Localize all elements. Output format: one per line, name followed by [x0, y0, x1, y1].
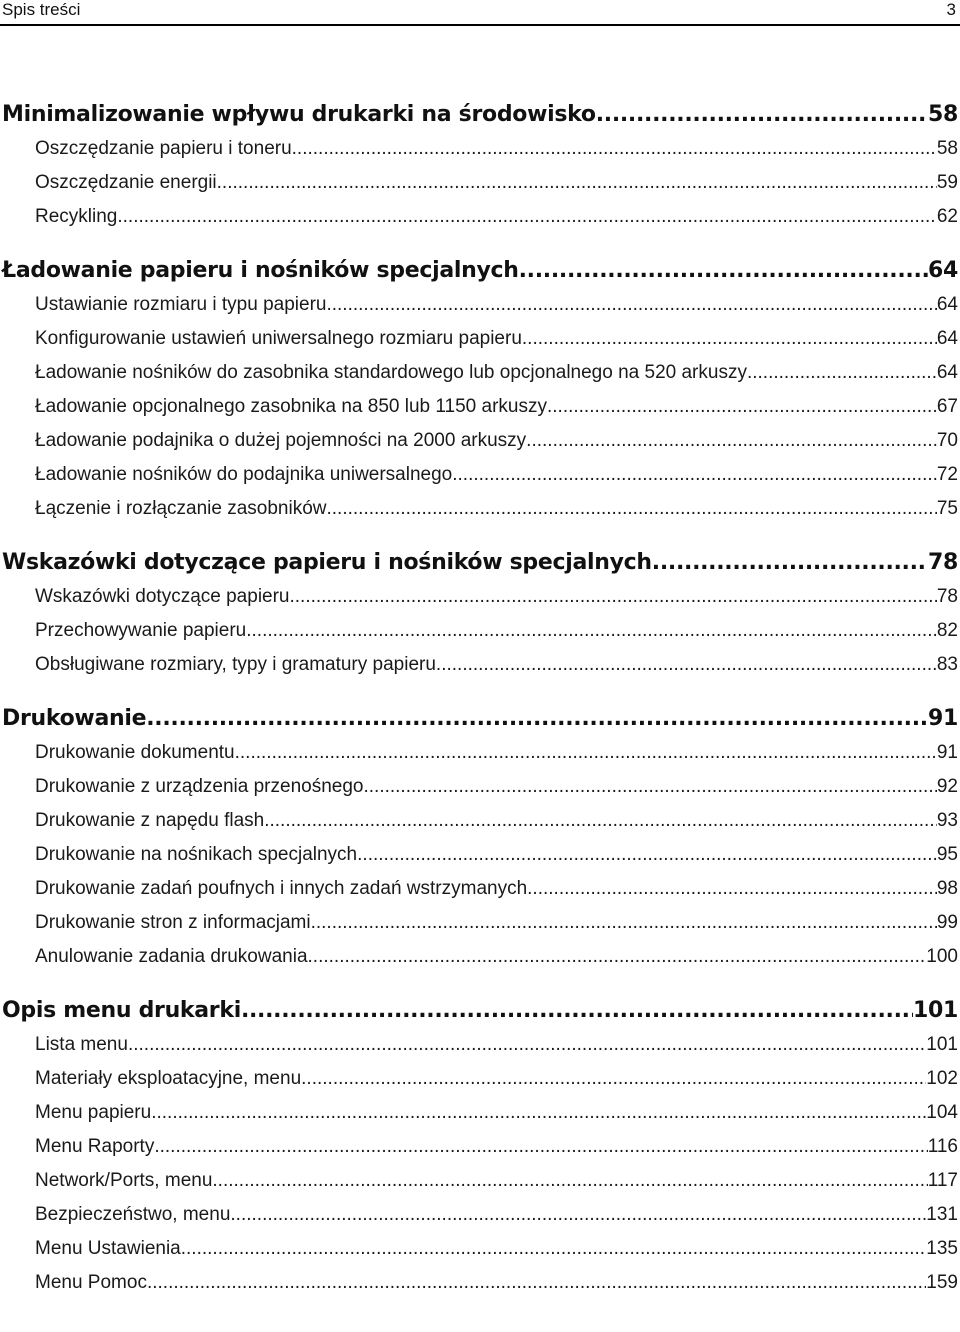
- toc-section[interactable]: [0, 322, 960, 356]
- toc-section-title: Recykling: [35, 206, 118, 227]
- toc-section-page-number: 117: [927, 1170, 958, 1191]
- toc-section-page-number: 100: [926, 946, 958, 967]
- toc-section-title: Menu Raporty: [35, 1136, 155, 1157]
- dot-leader: [117, 200, 936, 234]
- header-page-number: 3: [946, 0, 956, 19]
- dot-leader: [547, 390, 937, 424]
- dot-leader: [527, 872, 937, 906]
- toc-section-page-number: 78: [936, 586, 958, 607]
- toc-section[interactable]: [0, 132, 960, 166]
- toc-section-title: Menu Ustawienia: [35, 1238, 181, 1259]
- toc-section-page-number: 67: [936, 396, 958, 417]
- toc-section-title: Wskazówki dotyczące papieru: [35, 586, 290, 607]
- toc-section-page-number: 72: [936, 464, 958, 485]
- toc-section-page-number: 59: [936, 172, 958, 193]
- toc-section[interactable]: [0, 736, 960, 770]
- toc-section[interactable]: [0, 166, 960, 200]
- toc-section-page-number: 64: [936, 362, 958, 383]
- table-of-contents: [0, 98, 960, 1300]
- toc-section[interactable]: [0, 1266, 960, 1300]
- dot-leader: [519, 254, 928, 288]
- header-title: Spis treści: [2, 0, 81, 19]
- toc-section-title: Menu papieru: [35, 1102, 152, 1123]
- toc-section-page-number: 62: [936, 206, 958, 227]
- dot-leader: [311, 906, 937, 940]
- dot-leader: [301, 1062, 926, 1096]
- toc-section-title: Drukowanie z napędu flash: [35, 810, 265, 831]
- dot-leader: [522, 322, 937, 356]
- toc-section-title: Network/Ports, menu: [35, 1170, 213, 1191]
- dot-leader: [308, 940, 927, 974]
- toc-section[interactable]: [0, 614, 960, 648]
- dot-leader: [363, 770, 936, 804]
- toc-section-title: Oszczędzanie papieru i toneru: [35, 138, 292, 159]
- toc-section-title: Łączenie i rozłączanie zasobników: [35, 498, 327, 519]
- toc-section-page-number: 58: [936, 138, 958, 159]
- toc-chapter-title: Wskazówki dotyczące papieru i nośników specjalnych: [2, 550, 652, 575]
- toc-section[interactable]: [0, 200, 960, 234]
- toc-section-title: Konfigurowanie ustawień uniwersalnego rozmiaru papieru: [35, 328, 522, 349]
- toc-section[interactable]: [0, 390, 960, 424]
- dot-leader: [146, 702, 928, 736]
- toc-chapter-title: Opis menu drukarki: [2, 998, 241, 1023]
- toc-section-title: Ustawianie rozmiaru i typu papieru: [35, 294, 327, 315]
- toc-section-page-number: 92: [936, 776, 958, 797]
- toc-section[interactable]: [0, 424, 960, 458]
- toc-section-page-number: 116: [927, 1136, 958, 1157]
- toc-section[interactable]: [0, 940, 960, 974]
- toc-section-title: Drukowanie zadań poufnych i innych zadań wstrzymanych: [35, 878, 528, 899]
- toc-section-title: Bezpieczeństwo, menu: [35, 1204, 231, 1225]
- toc-chapter-title: Minimalizowanie wpływu drukarki na środowisko: [2, 102, 596, 127]
- toc-section-title: Ładowanie nośników do podajnika uniwersalnego: [35, 464, 453, 485]
- toc-chapter-page-number: 58: [927, 102, 958, 127]
- toc-section[interactable]: [0, 356, 960, 390]
- toc-section-title: Drukowanie stron z informacjami: [35, 912, 311, 933]
- toc-section-page-number: 91: [936, 742, 958, 763]
- toc-section-page-number: 93: [936, 810, 958, 831]
- toc-chapter[interactable]: [0, 702, 960, 736]
- toc-section-title: Oszczędzanie energii: [35, 172, 217, 193]
- toc-section-page-number: 104: [926, 1102, 958, 1123]
- toc-section[interactable]: [0, 906, 960, 940]
- page-header: [0, 0, 960, 26]
- toc-chapter[interactable]: [0, 98, 960, 132]
- toc-section-title: Obsługiwane rozmiary, typy i gramatury papieru: [35, 654, 436, 675]
- dot-leader: [147, 1266, 926, 1300]
- toc-section[interactable]: [0, 648, 960, 682]
- dot-leader: [327, 492, 937, 526]
- toc-section[interactable]: [0, 770, 960, 804]
- toc-chapter-title: Ładowanie papieru i nośników specjalnych: [2, 258, 519, 283]
- toc-section-page-number: 159: [926, 1272, 958, 1293]
- dot-leader: [596, 98, 928, 132]
- dot-leader: [326, 288, 936, 322]
- dot-leader: [652, 546, 928, 580]
- toc-section[interactable]: [0, 1164, 960, 1198]
- toc-section[interactable]: [0, 1096, 960, 1130]
- dot-leader: [747, 356, 937, 390]
- toc-section-title: Menu Pomoc: [35, 1272, 147, 1293]
- toc-chapter-page-number: 64: [927, 258, 958, 283]
- toc-section-title: Przechowywanie papieru: [35, 620, 247, 641]
- toc-section[interactable]: [0, 1198, 960, 1232]
- toc-section[interactable]: [0, 838, 960, 872]
- dot-leader: [128, 1028, 926, 1062]
- toc-section-page-number: 64: [936, 294, 958, 315]
- toc-section[interactable]: [0, 1062, 960, 1096]
- toc-section-title: Ładowanie opcjonalnego zasobnika na 850 lub 1150 arkuszy: [35, 396, 547, 417]
- toc-section[interactable]: [0, 872, 960, 906]
- toc-section[interactable]: [0, 804, 960, 838]
- toc-section-page-number: 99: [936, 912, 958, 933]
- dot-leader: [181, 1232, 927, 1266]
- toc-chapter-page-number: 91: [927, 706, 958, 731]
- toc-section-page-number: 64: [936, 328, 958, 349]
- dot-leader: [212, 1164, 927, 1198]
- dot-leader: [241, 994, 913, 1028]
- toc-section-page-number: 82: [936, 620, 958, 641]
- toc-section-page-number: 70: [936, 430, 958, 451]
- dot-leader: [235, 736, 937, 770]
- toc-section-title: Drukowanie dokumentu: [35, 742, 235, 763]
- toc-section[interactable]: [0, 458, 960, 492]
- dot-leader: [526, 424, 937, 458]
- toc-section-page-number: 95: [936, 844, 958, 865]
- toc-section-title: Anulowanie zadania drukowania: [35, 946, 308, 967]
- toc-chapter[interactable]: [0, 254, 960, 288]
- toc-section-page-number: 131: [926, 1204, 958, 1225]
- dot-leader: [452, 458, 937, 492]
- toc-chapter[interactable]: [0, 994, 960, 1028]
- toc-section[interactable]: [0, 492, 960, 526]
- dot-leader: [264, 804, 937, 838]
- dot-leader: [154, 1130, 927, 1164]
- toc-section-title: Materiały eksploatacyjne, menu: [35, 1068, 302, 1089]
- toc-section[interactable]: [0, 288, 960, 322]
- toc-section-page-number: 98: [936, 878, 958, 899]
- toc-section-page-number: 101: [926, 1034, 958, 1055]
- toc-section-title: Ładowanie podajnika o dużej pojemności na 2000 arkuszy: [35, 430, 527, 451]
- toc-chapter-page-number: 101: [912, 998, 958, 1023]
- dot-leader: [230, 1198, 926, 1232]
- toc-chapter-title: Drukowanie: [2, 706, 147, 731]
- dot-leader: [436, 648, 937, 682]
- toc-section-page-number: 83: [936, 654, 958, 675]
- toc-section-page-number: 135: [926, 1238, 958, 1259]
- toc-section-page-number: 75: [936, 498, 958, 519]
- toc-section-title: Drukowanie na nośnikach specjalnych: [35, 844, 358, 865]
- toc-section[interactable]: [0, 580, 960, 614]
- toc-section[interactable]: [0, 1028, 960, 1062]
- toc-chapter[interactable]: [0, 546, 960, 580]
- dot-leader: [217, 166, 937, 200]
- dot-leader: [290, 580, 937, 614]
- toc-section[interactable]: [0, 1130, 960, 1164]
- toc-section[interactable]: [0, 1232, 960, 1266]
- dot-leader: [246, 614, 937, 648]
- toc-section-title: Lista menu: [35, 1034, 128, 1055]
- dot-leader: [151, 1096, 926, 1130]
- toc-section-title: Drukowanie z urządzenia przenośnego: [35, 776, 364, 797]
- dot-leader: [357, 838, 937, 872]
- toc-section-page-number: 102: [926, 1068, 958, 1089]
- dot-leader: [292, 132, 937, 166]
- toc-chapter-page-number: 78: [927, 550, 958, 575]
- toc-section-title: Ładowanie nośników do zasobnika standardowego lub opcjonalnego na 520 arkuszy: [35, 362, 747, 383]
